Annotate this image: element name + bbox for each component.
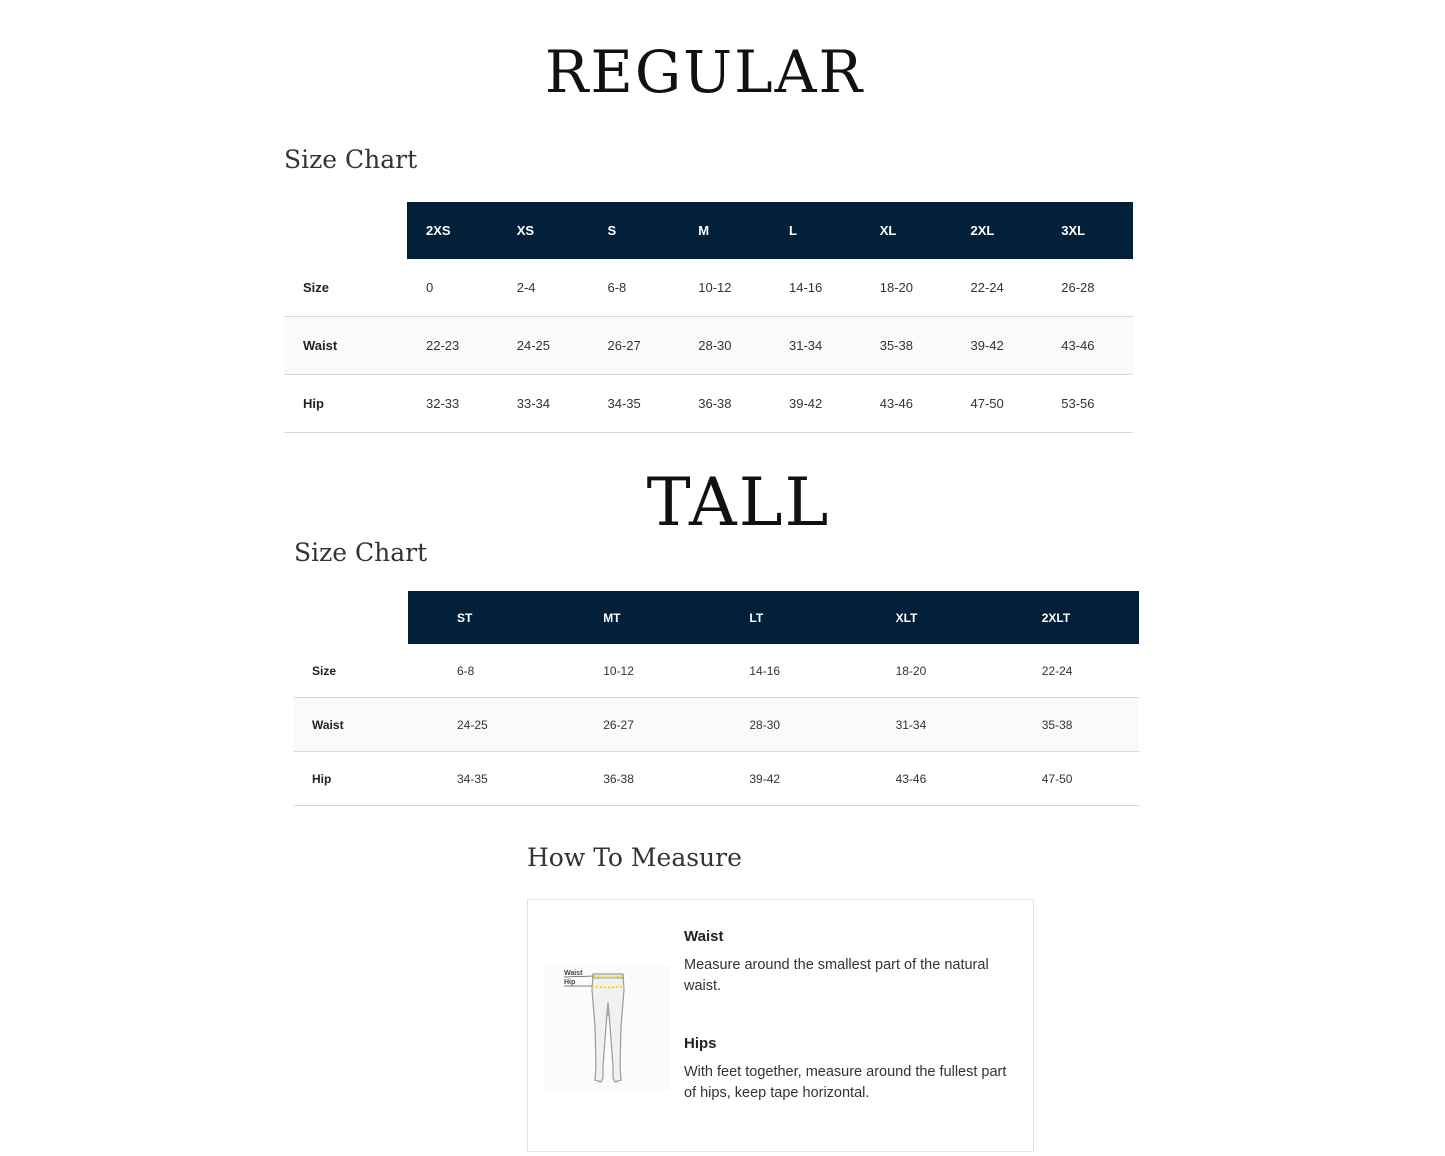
leggings-figure [544,966,670,1090]
table-corner-cell [284,202,407,259]
column-header: 2XS [407,202,498,259]
tall-size-chart-heading: Size Chart [294,538,428,567]
table-cell: 6-8 [607,280,627,295]
column-header: XL [861,202,952,259]
table-cell: 22-23 [426,338,460,353]
hips-heading: Hips [684,1035,717,1052]
table-cell: 36-38 [698,396,732,411]
how-to-measure-card [527,899,1034,1152]
table-cell: 39-42 [789,396,823,411]
column-header: 2XLT [993,591,1139,644]
table-row [284,317,1133,375]
waist-heading: Waist [684,928,724,945]
table-cell: 28-30 [749,717,781,732]
table-row [294,752,1139,806]
leggings-illustration [544,966,670,1090]
table-cell: 18-20 [879,280,913,295]
table-cell: 31-34 [895,717,927,732]
regular-title: REGULAR [544,38,865,106]
table-cell: 24-25 [457,717,488,732]
table-cell: 24-25 [516,338,550,353]
table-cell: 35-38 [1041,717,1073,732]
table-cell: 26-27 [607,338,641,353]
regular-size-chart-heading: Size Chart [284,145,418,174]
table-cell: 36-38 [603,771,634,786]
table-cell: 43-46 [1061,338,1095,353]
regular-size-table [284,202,1133,433]
table-cell: 10-12 [698,280,732,295]
waist-instructions [684,928,1014,997]
column-header: M [679,202,770,259]
column-header: XLT [847,591,993,644]
hips-description: With feet together, measure around the fullest part of hips, keep tape horizontal. [684,1064,1007,1101]
table-cell: 26-27 [603,717,634,732]
figure-label-waist: Waist [564,970,583,977]
table-cell: 14-16 [749,663,781,678]
table-cell: 47-50 [1041,771,1073,786]
hips-instructions [684,1035,1014,1104]
table-header-row [294,591,1139,644]
table-cell: 6-8 [457,663,475,678]
table-cell: 0 [426,280,434,295]
table-cell: 26-28 [1061,280,1095,295]
table-cell: 2-4 [516,280,536,295]
table-cell: 22-24 [1041,663,1073,678]
table-cell: 10-12 [603,663,634,678]
how-to-measure-heading: How To Measure [527,843,742,872]
table-cell: 39-42 [749,771,781,786]
table-row [284,375,1133,433]
table-row [294,698,1139,752]
table-cell: 35-38 [879,338,913,353]
leggings-outline [592,974,624,1082]
table-cell: 18-20 [895,663,927,678]
table-cell: 39-42 [970,338,1004,353]
table-cell: 33-34 [516,396,550,411]
column-header: 2XL [952,202,1043,259]
row-label: Size [303,280,330,295]
table-cell: 34-35 [457,771,488,786]
table-cell: 47-50 [970,396,1004,411]
table-cell: 43-46 [895,771,927,786]
row-label: Hip [303,396,324,411]
table-corner-cell [294,591,408,644]
figure-label-hip: Hip [564,979,576,986]
row-label: Size [312,663,337,678]
table-cell: 32-33 [426,396,460,411]
row-label: Waist [303,338,338,353]
column-header: S [589,202,680,259]
tall-size-table [294,591,1139,806]
tall-title: TALL [646,464,831,541]
column-header: ST [408,591,554,644]
table-cell: 53-56 [1061,396,1095,411]
column-header: MT [554,591,700,644]
table-cell: 43-46 [879,396,913,411]
row-label: Waist [312,717,344,732]
column-header: L [770,202,861,259]
row-label: Hip [312,771,332,786]
column-header: LT [700,591,846,644]
table-row [284,259,1133,317]
table-row [294,644,1139,698]
table-cell: 31-34 [789,338,823,353]
table-header-row [284,202,1133,259]
column-header: XS [498,202,589,259]
waist-description: Measure around the smallest part of the natural waist. [684,957,989,994]
table-cell: 28-30 [698,338,732,353]
table-cell: 34-35 [607,396,641,411]
table-cell: 22-24 [970,280,1004,295]
column-header: 3XL [1042,202,1133,259]
table-cell: 14-16 [789,280,823,295]
